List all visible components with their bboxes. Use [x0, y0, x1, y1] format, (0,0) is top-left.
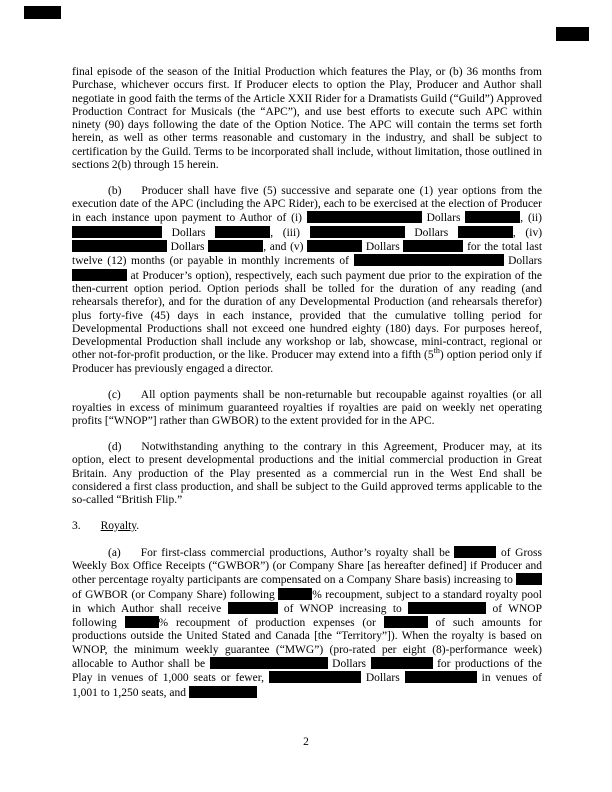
paragraph-intro: final episode of the season of the Initial Production which features the Play, or (b) 36 months from Purchase, whichever occurs first. If Producer elects to option the Play, Producer and Author shall negotiate in good faith the terms of the Article XXII Rider for a Dramatists Guild (“Guild”) Approved Production Contract for Musicals (the “APC”), and use best efforts to execute such APC within ninety (90) days following the date of the Option Notice. The APC will contain the terms set forth herein, as well as other terms reasonable and customary in the industry, and shall be subject to certification by the Guild. Terms to be incorporated shall include, without limitation, those outlined in sections 2(b) through 15 herein. — [72, 66, 542, 172]
redaction-bar — [384, 616, 428, 628]
redaction-bar — [210, 657, 328, 669]
tab-space — [121, 193, 141, 194]
paragraph-b: (b) Producer shall have five (5) successive and separate one (1) year options from the execution date of the APC (including the APC Rider), each to be exercised at the election of Producer in each instance upon payment to Author of (i) Dollars , (ii) Dollars , (iii) Dollars , (iv) Dollars , and (v) Dollars for the total last twelve (12) months (or payable in monthly increments of Dollars at Producer’s option), respectively, each such payment due prior to the expiration of the then-current option period. Option periods shall be tolled for the duration of any reading (and rehearsals therefor), and for the duration of any Developmental Production (and rehearsals therefor) plus forty-five (45) days in each instance, provided that the cumulative tolling period for Developmental Productions shall not exceed one hundred eighty (180) days. For purposes hereof, Developmental Production shall include any workshop or lab, showcase, mini-contract, regional or other not-for-profit production, or the like. Producer may extend into a fifth (5th) option period only if Producer has previously engaged a director. — [72, 184, 543, 375]
redaction-bar — [215, 226, 270, 238]
redaction-bar — [408, 602, 486, 614]
document-body — [72, 66, 542, 712]
redaction-bar — [465, 211, 520, 223]
redaction-bar — [458, 226, 513, 238]
paragraph-c: (c) All option payments shall be non-returnable but recoupable against royalties (or all royalties in excess of minimum guaranteed royalties if royalties are paid on weekly net operating profits [“WNOP”] rather than GWBOR) to the extent provided for in the APC. — [72, 388, 542, 428]
tab-space — [81, 528, 101, 529]
underlined-text: Royalty — [100, 519, 137, 532]
redaction-bar — [354, 254, 504, 266]
tab-space — [121, 555, 141, 556]
redaction-bar — [208, 240, 263, 252]
redaction-top-left — [24, 6, 61, 19]
redaction-bar — [371, 657, 433, 669]
tab-space — [121, 449, 141, 450]
redaction-bar — [228, 602, 278, 614]
redaction-bar — [405, 671, 477, 683]
redaction-bar — [72, 226, 162, 238]
redaction-bar — [516, 573, 542, 585]
paragraph-3a: (a) For first-class commercial productions, Author’s royalty shall be of Gross Weekly Box Office Receipts (“GWBOR”) (or Company Share [as hereafter defined] if Producer and other percentage royalty participants are compensated on a Company Share basis) increasing to of GWBOR (or Company Share) following % recoupment, subject to a standard royalty pool in which Author shall receive of WNOP increasing to of WNOP following % recoupment of production expenses (or of such amounts for productions outside the United Stated and Canada [the “Territory”]). When the royalty is based on WNOP, the minimum weekly guarantee (“MWG”) (pro-rated per eight (8)-performance week) allocable to Author shall be Dollars for productions of the Play in venues of 1,000 seats or fewer, Dollars in venues of 1,001 to 1,250 seats, and — [72, 546, 543, 699]
section-3-heading: 3. Royalty. — [72, 519, 140, 532]
redaction-bar — [72, 240, 167, 252]
redaction-bar — [310, 226, 405, 238]
tab-space — [121, 397, 141, 398]
page-number: 2 — [303, 736, 309, 748]
redaction-bar — [278, 588, 312, 600]
redaction-bar — [454, 546, 496, 558]
superscript: th — [433, 346, 440, 356]
redaction-top-right — [556, 27, 589, 41]
redaction-bar — [307, 211, 422, 223]
redaction-bar — [307, 240, 362, 252]
paragraph-d: (d) Notwithstanding anything to the contrary in this Agreement, Producer may, at its option, elect to present developmental productions and the initial commercial production in Great Britain. Any production of the Play presented as a commercial run in the West End shall be considered a first class production, and shall be subject to the Guild approved terms applicable to the so-called “British Flip.” — [72, 440, 542, 507]
redaction-bar — [125, 616, 159, 628]
redaction-bar — [269, 671, 361, 683]
redaction-bar — [189, 686, 257, 698]
redaction-bar — [72, 269, 127, 281]
redaction-bar — [403, 240, 463, 252]
